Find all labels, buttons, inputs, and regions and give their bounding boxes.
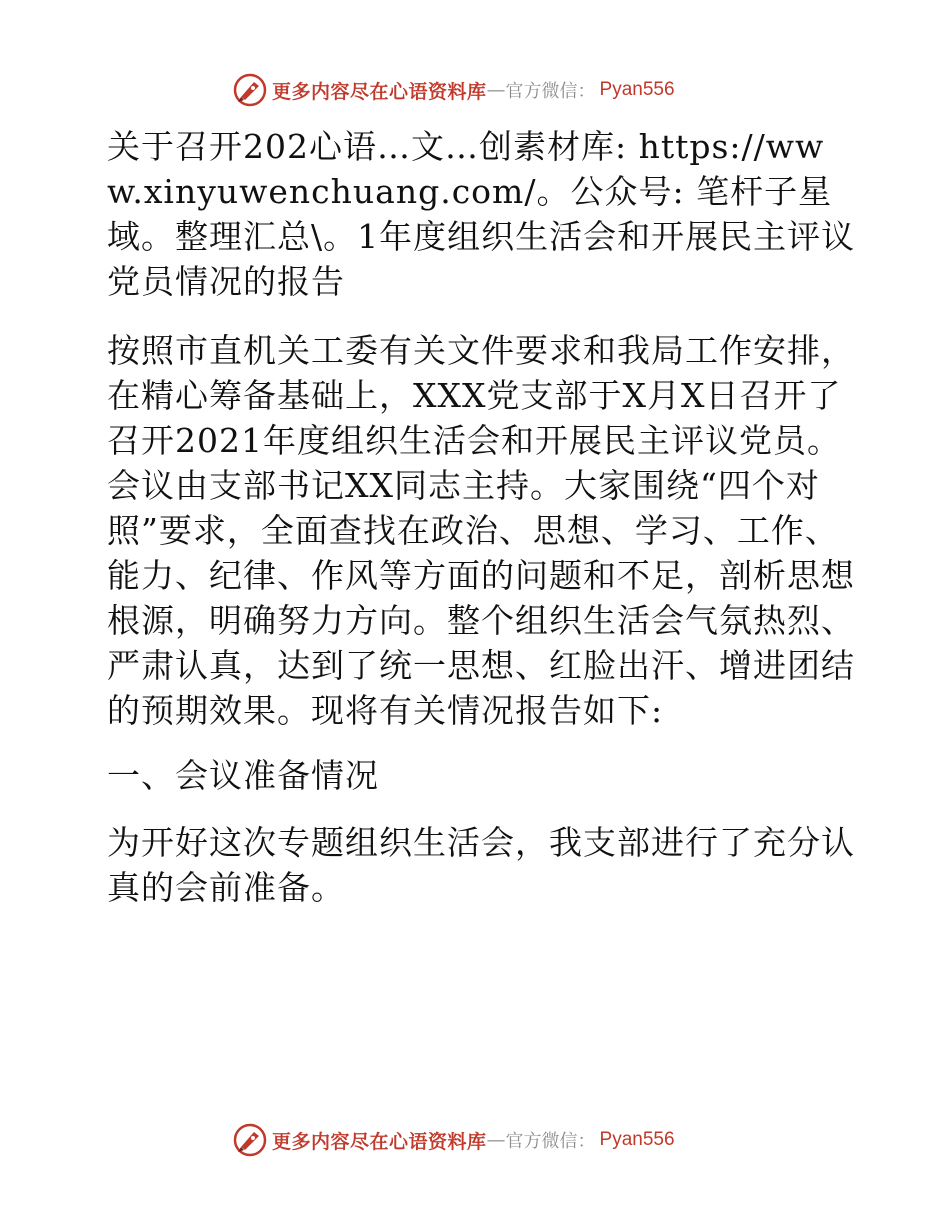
document-body (97, 124, 857, 910)
footer-wechat-id: Pyan556 (599, 1129, 675, 1150)
footer-separator: — (486, 1129, 506, 1151)
section-1-paragraph: 为开好这次专题组织生活会，我支部进行了充分认真的会前准备。 (107, 823, 855, 907)
footer-watermark (232, 1120, 675, 1160)
header-wechat-id: Pyan556 (599, 79, 675, 100)
header-brand-text: 更多内容尽在心语资料库 (272, 80, 487, 103)
footer-brand-text: 更多内容尽在心语资料库 (272, 1130, 487, 1153)
header-watermark (232, 70, 675, 110)
document-title: 关于召开202心语…文…创素材库: https://www.xinyuwenchuang.com/。公众号: 笔杆子星域。整理汇总\。1年度组织生活会和开展民主评议党员情况的报告 (107, 127, 856, 301)
intro-paragraph: 按照市直机关工委有关文件要求和我局工作安排，在精心筹备基础上，XXX党支部于X月X日召开了召开2021年度组织生活会和开展民主评议党员。会议由支部书记XX同志主持。大家围绕“四个对照”要求，全面查找在政治、思想、学习、工作、能力、纪律、作风等方面的问题和不足，剖析思想根源，明确努力方向。整个组织生活会气氛热烈、严肃认真，达到了统一思想、红脸出汗、增进团结的预期效果。现将有关情况报告如下: (107, 331, 855, 730)
section-heading-1: 一、会议准备情况 (107, 756, 379, 795)
header-separator: — (486, 79, 506, 101)
pen-nib-logo-icon (232, 1122, 268, 1158)
footer-wechat-label: 官方微信： (505, 1131, 596, 1152)
header-wechat-label: 官方微信： (505, 81, 596, 102)
pen-nib-logo-icon (232, 72, 268, 108)
